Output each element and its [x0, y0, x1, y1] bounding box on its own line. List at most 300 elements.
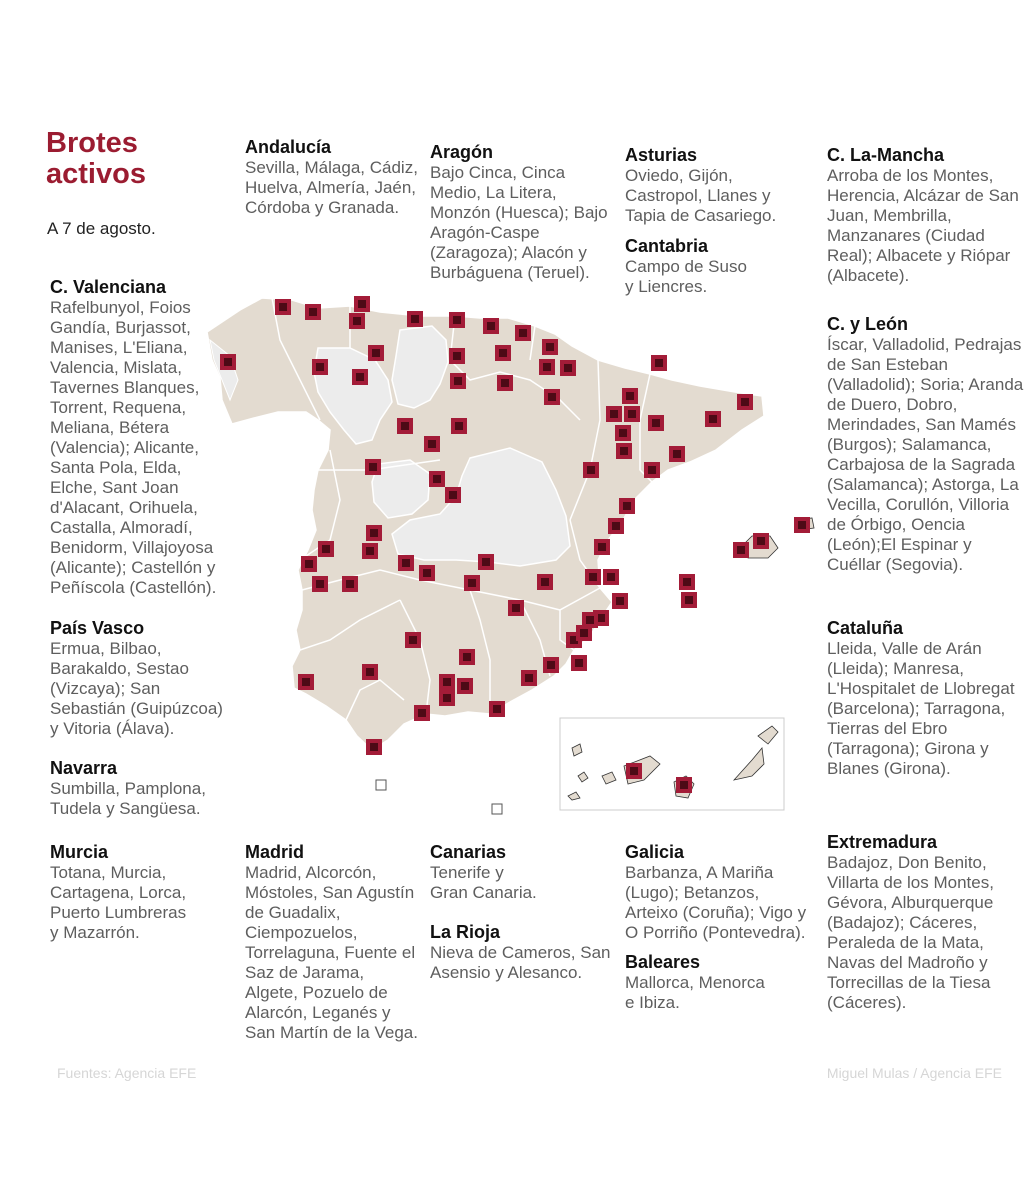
- place-line: Badajoz, Don Benito,: [827, 853, 987, 872]
- region-murcia: [50, 842, 186, 943]
- outbreak-marker: [608, 518, 624, 534]
- marker-inner: [525, 674, 533, 682]
- region-name: Canarias: [430, 842, 507, 862]
- outbreak-marker: [515, 325, 531, 341]
- place-line: (Badajoz); Cáceres,: [827, 913, 978, 932]
- marker-inner: [798, 521, 806, 529]
- place-line: Campo de Suso: [625, 257, 747, 276]
- place-line: (Tarragona); Girona y: [827, 739, 989, 758]
- outbreak-marker: [615, 425, 631, 441]
- region-andalucia: [245, 137, 418, 218]
- marker-inner: [409, 636, 417, 644]
- place-line: Arteixo (Coruña); Vigo y: [625, 903, 807, 922]
- outbreak-marker: [619, 498, 635, 514]
- marker-inner: [623, 502, 631, 510]
- marker-inner: [673, 450, 681, 458]
- place-line: Córdoba y Granada.: [245, 198, 400, 217]
- marker-inner: [598, 543, 606, 551]
- outbreak-marker: [560, 360, 576, 376]
- place-line: Meliana, Bétera: [50, 418, 170, 437]
- marker-inner: [463, 653, 471, 661]
- region-asturias: [625, 145, 776, 226]
- outbreak-marker: [318, 541, 334, 557]
- marker-inner: [461, 682, 469, 690]
- outbreak-marker: [366, 739, 382, 755]
- outbreak-marker: [419, 565, 435, 581]
- place-line: Rafelbunyol, Foios: [50, 298, 191, 317]
- outbreak-marker: [439, 674, 455, 690]
- place-line: Nieva de Cameros, San: [430, 943, 611, 962]
- place-line: Gran Canaria.: [430, 883, 537, 902]
- place-line: Tierras del Ebro: [827, 719, 948, 738]
- marker-inner: [366, 547, 374, 555]
- region-places: [245, 158, 418, 218]
- marker-inner: [411, 315, 419, 323]
- place-line: (Valencia); Alicante,: [50, 438, 199, 457]
- place-line: Medio, La Litera,: [430, 183, 557, 202]
- marker-inner: [322, 545, 330, 553]
- region-castilla-y-leon: [827, 314, 1023, 575]
- outbreak-marker: [450, 373, 466, 389]
- place-line: (Cáceres).: [827, 993, 907, 1012]
- marker-inner: [541, 578, 549, 586]
- place-line: Gévora, Alburquerque: [827, 893, 994, 912]
- outbreak-marker: [648, 415, 664, 431]
- outbreak-marker: [362, 543, 378, 559]
- place-line: (Albacete).: [827, 266, 910, 285]
- place-line: Gandía, Burjassot,: [50, 318, 191, 337]
- place-line: Sebastián (Guipúzcoa): [50, 699, 223, 718]
- marker-inner: [499, 349, 507, 357]
- region-name: Extremadura: [827, 832, 938, 852]
- outbreak-marker: [737, 394, 753, 410]
- outbreak-marker: [544, 389, 560, 405]
- marker-inner: [493, 705, 501, 713]
- outbreak-marker: [354, 296, 370, 312]
- region-places: [50, 863, 186, 943]
- region-places: [625, 257, 747, 297]
- place-line: y Vitoria (Álava).: [50, 719, 175, 738]
- place-line: (Lleida); Manresa,: [827, 659, 965, 678]
- place-line: Villarta de los Montes,: [827, 873, 994, 892]
- region-name: Andalucía: [245, 137, 332, 157]
- region-name: Cantabria: [625, 236, 709, 256]
- region-aragon: [430, 142, 608, 283]
- place-line: Blanes (Girona).: [827, 759, 951, 778]
- outbreak-marker: [537, 574, 553, 590]
- marker-inner: [316, 580, 324, 588]
- outbreak-marker: [275, 299, 291, 315]
- outbreak-marker: [407, 311, 423, 327]
- place-line: Íscar, Valladolid, Pedrajas: [827, 335, 1022, 354]
- place-line: Sevilla, Málaga, Cádiz,: [245, 158, 418, 177]
- marker-inner: [433, 475, 441, 483]
- place-line: Tavernes Blanques,: [50, 378, 200, 397]
- place-line: Juan, Membrilla,: [827, 206, 952, 225]
- outbreak-marker: [603, 569, 619, 585]
- place-line: O Porriño (Pontevedra).: [625, 923, 806, 942]
- place-line: Ermua, Bilbao,: [50, 639, 162, 658]
- region-places: [50, 639, 223, 739]
- outbreak-marker: [464, 575, 480, 591]
- outbreak-marker: [539, 359, 555, 375]
- region-name: Baleares: [625, 952, 701, 972]
- region-cataluna: [827, 618, 1015, 779]
- place-line: Bajo Cinca, Cinca: [430, 163, 566, 182]
- region-places: [430, 863, 537, 903]
- place-line: Ciempozuelos,: [245, 923, 358, 942]
- marker-inner: [453, 352, 461, 360]
- title-line-2: activos: [46, 158, 146, 190]
- marker-inner: [402, 559, 410, 567]
- outbreak-marker: [571, 655, 587, 671]
- marker-inner: [709, 415, 717, 423]
- region-name: La Rioja: [430, 922, 501, 942]
- marker-inner: [468, 579, 476, 587]
- region-places: [827, 166, 1019, 286]
- region-places: [50, 298, 216, 598]
- outbreak-marker: [543, 657, 559, 673]
- outbreak-marker: [606, 406, 622, 422]
- place-line: Puerto Lumbreras: [50, 903, 187, 922]
- place-line: Alarcón, Leganés y: [245, 1003, 391, 1022]
- region-name: C. y León: [827, 314, 909, 334]
- place-line: (Vizcaya); San: [50, 679, 161, 698]
- marker-inner: [302, 678, 310, 686]
- outbreak-marker: [508, 600, 524, 616]
- place-line: Sumbilla, Pamplona,: [50, 779, 206, 798]
- region-places: [625, 166, 776, 226]
- region-name: Asturias: [625, 145, 698, 165]
- marker-inner: [685, 596, 693, 604]
- region-baleares: [625, 952, 765, 1013]
- place-line: de Duero, Dobro,: [827, 395, 958, 414]
- outbreak-marker: [542, 339, 558, 355]
- outbreak-marker: [583, 462, 599, 478]
- marker-inner: [580, 629, 588, 637]
- outbreak-marker: [495, 345, 511, 361]
- place-line: Manises, L'Eliana,: [50, 338, 188, 357]
- outbreak-marker: [368, 345, 384, 361]
- outbreak-marker: [445, 487, 461, 503]
- outbreak-marker: [397, 418, 413, 434]
- marker-inner: [655, 359, 663, 367]
- place-line: Tenerife y: [430, 863, 504, 882]
- region-name: Navarra: [50, 758, 118, 778]
- canary-inset: [560, 718, 784, 810]
- place-line: Madrid, Alcorcón,: [245, 863, 377, 882]
- region-places: [430, 943, 610, 983]
- marker-inner: [372, 349, 380, 357]
- marker-inner: [353, 317, 361, 325]
- marker-inner: [648, 466, 656, 474]
- outbreak-marker: [312, 359, 328, 375]
- place-line: (Lugo); Betanzos,: [625, 883, 760, 902]
- marker-inner: [547, 661, 555, 669]
- marker-inner: [370, 743, 378, 751]
- outbreak-marker: [451, 418, 467, 434]
- marker-inner: [757, 537, 765, 545]
- place-line: (Valladolid); Soria; Aranda: [827, 375, 1024, 394]
- region-places: [430, 163, 608, 283]
- marker-inner: [628, 410, 636, 418]
- place-line: Vecilla, Corullón, Villoria: [827, 495, 1010, 514]
- place-line: (León);El Espinar y: [827, 535, 972, 554]
- region-places: [827, 639, 1015, 779]
- outbreak-marker: [312, 576, 328, 592]
- marker-inner: [630, 767, 638, 775]
- marker-inner: [586, 616, 594, 624]
- outbreak-marker: [429, 471, 445, 487]
- outbreak-marker: [733, 542, 749, 558]
- place-line: Castropol, Llanes y: [625, 186, 771, 205]
- outbreak-marker: [794, 517, 810, 533]
- marker-inner: [597, 614, 605, 622]
- place-line: (Barcelona); Tarragona,: [827, 699, 1006, 718]
- region-places: [50, 779, 206, 819]
- marker-inner: [346, 580, 354, 588]
- outbreak-marker: [644, 462, 660, 478]
- outbreak-marker: [676, 777, 692, 793]
- place-line: Barbanza, A Mariña: [625, 863, 774, 882]
- outbreak-marker: [405, 632, 421, 648]
- outbreak-marker: [483, 318, 499, 334]
- outbreak-marker: [298, 674, 314, 690]
- place-line: Huelva, Almería, Jaén,: [245, 178, 417, 197]
- marker-inner: [737, 546, 745, 554]
- place-line: (Zaragoza); Alacón y: [430, 243, 587, 262]
- region-comunidad-valenciana: [50, 277, 216, 598]
- place-line: Barakaldo, Sestao: [50, 659, 189, 678]
- marker-inner: [546, 343, 554, 351]
- region-extremadura: [827, 832, 994, 1013]
- place-line: Carbajosa de la Sagrada: [827, 455, 1016, 474]
- marker-inner: [543, 363, 551, 371]
- place-line: Cuéllar (Segovia).: [827, 555, 964, 574]
- marker-inner: [619, 429, 627, 437]
- region-places: [625, 863, 806, 943]
- marker-inner: [309, 308, 317, 316]
- place-line: Tapia de Casariego.: [625, 206, 777, 225]
- place-line: Manzanares (Ciudad: [827, 226, 985, 245]
- marker-inner: [418, 709, 426, 717]
- marker-inner: [620, 447, 628, 455]
- place-line: Benidorm, Villajoyosa: [50, 538, 214, 557]
- marker-inner: [401, 422, 409, 430]
- marker-inner: [443, 694, 451, 702]
- place-line: Castalla, Almoradí,: [50, 518, 193, 537]
- place-line: (Burgos); Salamanca,: [827, 435, 992, 454]
- outbreak-marker: [521, 670, 537, 686]
- outbreak-marker: [622, 388, 638, 404]
- region-name: País Vasco: [50, 618, 145, 638]
- place-line: San Martín de la Vega.: [245, 1023, 418, 1042]
- outbreak-marker: [705, 411, 721, 427]
- marker-inner: [587, 466, 595, 474]
- region-name: C. La-Mancha: [827, 145, 945, 165]
- place-line: Oviedo, Gijón,: [625, 166, 733, 185]
- place-line: Tudela y Sangüesa.: [50, 799, 201, 818]
- ceuta-marker: [376, 780, 386, 790]
- outbreak-marker: [489, 701, 505, 717]
- place-line: Real); Albacete y Riópar: [827, 246, 1011, 265]
- outbreak-marker: [362, 664, 378, 680]
- place-line: Merindades, San Mamés: [827, 415, 1016, 434]
- place-line: Asensio y Alesanco.: [430, 963, 583, 982]
- place-line: Totana, Murcia,: [50, 863, 167, 882]
- place-line: Torrent, Requena,: [50, 398, 187, 417]
- place-line: Navas del Madroño y: [827, 953, 988, 972]
- place-line: (Salamanca); Astorga, La: [827, 475, 1019, 494]
- marker-inner: [589, 573, 597, 581]
- marker-inner: [366, 668, 374, 676]
- outbreak-marker: [478, 554, 494, 570]
- outbreak-marker: [616, 443, 632, 459]
- outbreak-marker: [681, 592, 697, 608]
- outbreak-marker: [424, 436, 440, 452]
- marker-inner: [453, 316, 461, 324]
- place-line: L'Hospitalet de Llobregat: [827, 679, 1015, 698]
- outbreak-marker: [342, 576, 358, 592]
- marker-inner: [443, 678, 451, 686]
- outbreak-marker: [679, 574, 695, 590]
- outbreak-marker: [439, 690, 455, 706]
- place-line: Santa Pola, Elda,: [50, 458, 182, 477]
- marker-inner: [501, 379, 509, 387]
- marker-inner: [356, 373, 364, 381]
- marker-inner: [482, 558, 490, 566]
- region-cantabria: [625, 236, 747, 297]
- region-pais-vasco: [50, 618, 223, 739]
- marker-inner: [610, 410, 618, 418]
- marker-inner: [428, 440, 436, 448]
- outbreak-marker: [585, 569, 601, 585]
- marker-inner: [626, 392, 634, 400]
- marker-inner: [680, 781, 688, 789]
- place-line: Algete, Pozuelo de: [245, 983, 388, 1002]
- region-la-rioja: [430, 922, 610, 983]
- region-places: [827, 853, 994, 1013]
- outbreak-marker: [459, 649, 475, 665]
- region-galicia: [625, 842, 806, 943]
- marker-inner: [224, 358, 232, 366]
- outbreak-marker: [449, 348, 465, 364]
- outbreak-marker: [457, 678, 473, 694]
- marker-inner: [683, 578, 691, 586]
- region-name: Galicia: [625, 842, 685, 862]
- outbreak-marker: [582, 612, 598, 628]
- place-line: Torrecillas de la Tiesa: [827, 973, 991, 992]
- marker-inner: [548, 393, 556, 401]
- place-line: Cartagena, Lorca,: [50, 883, 187, 902]
- marker-inner: [305, 560, 313, 568]
- outbreak-marker: [220, 354, 236, 370]
- place-line: Elche, Sant Joan: [50, 478, 179, 497]
- outbreak-marker: [753, 533, 769, 549]
- region-name: C. Valenciana: [50, 277, 167, 297]
- place-line: Saz de Jarama,: [245, 963, 365, 982]
- marker-inner: [369, 463, 377, 471]
- place-line: de Órbigo, Oencia: [827, 515, 965, 534]
- marker-inner: [512, 604, 520, 612]
- region-navarra: [50, 758, 206, 819]
- source-right: Miguel Mulas / Agencia EFE: [826, 1065, 1002, 1081]
- source-left: Fuentes: Agencia EFE: [57, 1065, 197, 1081]
- marker-inner: [741, 398, 749, 406]
- title-line-1: Brotes: [46, 127, 138, 159]
- mainland: [207, 298, 764, 750]
- outbreak-marker: [594, 539, 610, 555]
- region-name: Madrid: [245, 842, 305, 862]
- region-castilla-la-mancha: [827, 145, 1019, 286]
- chart-title: [46, 128, 146, 190]
- region-name: Cataluña: [827, 618, 904, 638]
- outbreak-marker: [651, 355, 667, 371]
- place-line: Arroba de los Montes,: [827, 166, 994, 185]
- place-line: Valencia, Mislata,: [50, 358, 182, 377]
- marker-inner: [423, 569, 431, 577]
- outbreak-marker: [497, 375, 513, 391]
- marker-inner: [519, 329, 527, 337]
- outbreak-marker: [626, 763, 642, 779]
- outbreak-marker: [349, 313, 365, 329]
- region-places: [245, 863, 418, 1043]
- marker-inner: [279, 303, 287, 311]
- marker-inner: [455, 422, 463, 430]
- region-canarias: [430, 842, 537, 903]
- place-line: Lleida, Valle de Arán: [827, 639, 982, 658]
- place-line: Aragón-Caspe: [430, 223, 540, 242]
- balearic-islands: [680, 518, 814, 604]
- place-line: Torrelaguna, Fuente el: [245, 943, 416, 962]
- marker-inner: [449, 491, 457, 499]
- marker-inner: [575, 659, 583, 667]
- date-label: A 7 de agosto.: [47, 219, 156, 238]
- region-madrid: [245, 842, 418, 1043]
- place-line: Mallorca, Menorca: [625, 973, 765, 992]
- outbreak-marker: [305, 304, 321, 320]
- marker-inner: [607, 573, 615, 581]
- place-line: Herencia, Alcázar de San: [827, 186, 1019, 205]
- marker-inner: [487, 322, 495, 330]
- outbreak-marker: [365, 459, 381, 475]
- place-line: Monzón (Huesca); Bajo: [430, 203, 608, 222]
- marker-inner: [358, 300, 366, 308]
- marker-inner: [454, 377, 462, 385]
- marker-inner: [616, 597, 624, 605]
- marker-inner: [316, 363, 324, 371]
- melilla-marker: [492, 804, 502, 814]
- place-line: Peraleda de la Mata,: [827, 933, 984, 952]
- region-places: [625, 973, 765, 1013]
- place-line: (Alicante); Castellón y: [50, 558, 216, 577]
- region-name: Murcia: [50, 842, 109, 862]
- region-name: Aragón: [430, 142, 493, 162]
- marker-inner: [612, 522, 620, 530]
- outbreak-marker: [366, 525, 382, 541]
- outbreak-marker: [449, 312, 465, 328]
- marker-inner: [652, 419, 660, 427]
- place-line: y Liencres.: [625, 277, 708, 296]
- outbreak-marker: [414, 705, 430, 721]
- outbreak-marker: [612, 593, 628, 609]
- place-line: d'Alacant, Orihuela,: [50, 498, 198, 517]
- outbreak-marker: [301, 556, 317, 572]
- place-line: de Guadalix,: [245, 903, 341, 922]
- outbreak-marker: [624, 406, 640, 422]
- outbreak-marker: [669, 446, 685, 462]
- place-line: y Mazarrón.: [50, 923, 140, 942]
